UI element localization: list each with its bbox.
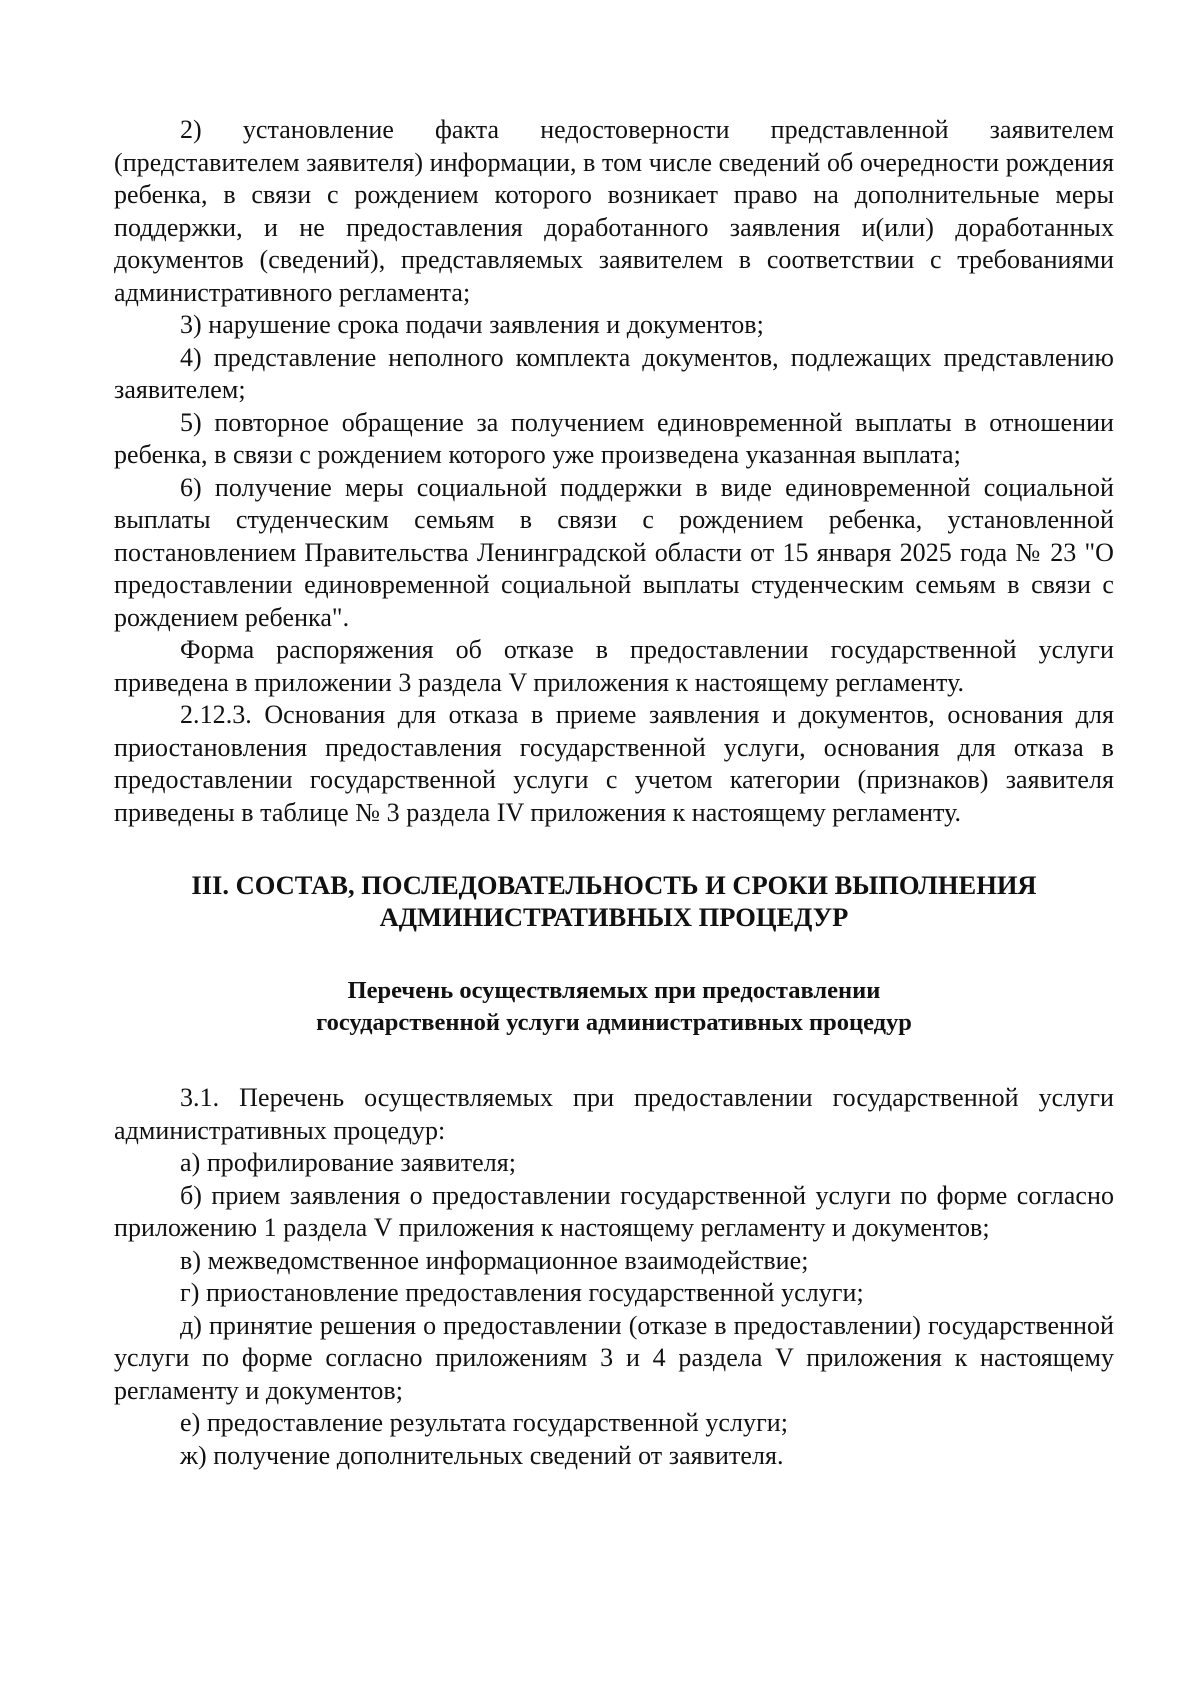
section-title-line-1: III. СОСТАВ, ПОСЛЕДОВАТЕЛЬНОСТЬ И СРОКИ ВЫПОЛНЕНИЯ [191,870,1037,900]
paragraph-item-2: 2) установление факта недостоверности представленной заявителем (представителем заявителя) информации, в том числе сведений об очередности рождения ребенка, в связи с рождением которого возникает право на дополнительные меры поддержки, и не предоставления доработанного заявления и(или) доработанных документов (сведений), представляемых заявителем в соответствии с требованиями административного регламента; [114,115,1114,307]
list-item-g: г) приостановление предоставления государственной услуги; [180,1278,864,1307]
paragraph-2-12-3: 2.12.3. Основания для отказа в приеме заявления и документов, основания для приостановления предоставления государственной услуги, основания для отказа в предоставлении государственной услуги с учетом категории (признаков) заявителя приведены в таблице № 3 раздела IV приложения к настоящему регламенту. [114,700,1114,827]
paragraph-3-1: 3.1. Перечень осуществляемых при предоставлении государственной услуги административных процедур: [114,1083,1114,1145]
subsection-title-line-1: Перечень осуществляемых при предоставлении [347,977,881,1004]
procedures-list [114,1082,1114,1472]
subsection-title-line-2: государственной услуги административных процедур [316,1009,912,1036]
list-item-b: б) прием заявления о предоставлении государственной услуги по форме согласно приложению 1 раздела V приложения к настоящему регламенту и документов; [114,1180,1114,1242]
subsection-title [114,975,1114,1039]
document-body [114,114,1114,1472]
list-item-zh: ж) получение дополнительных сведений от заявителя. [180,1440,784,1470]
list-item-a: а) профилирование заявителя; [180,1148,517,1177]
paragraph-item-5: 5) повторное обращение за получением единовременной выплаты в отношении ребенка, в связи с рождением которого уже произведена указанная выплата; [114,407,1114,469]
paragraph-item-3: 3) нарушение срока подачи заявления и документов; [180,310,764,339]
paragraph-item-6: 6) получение меры социальной поддержки в виде единовременной социальной выплаты студенческим семьям в связи с рождением ребенка, установленной постановлением Правительства Ленинградской области от 15 января 2025 года № 23 "О предоставлении единовременной социальной выплаты студенческим семьям в связи с рождением ребенка". [114,472,1114,632]
list-item-v: в) межведомственное информационное взаимодействие; [180,1245,809,1275]
section-title [114,869,1114,933]
paragraph-refusal-form: Форма распоряжения об отказе в предоставлении государственной услуги приведена в приложении 3 раздела V приложения к настоящему регламенту. [114,635,1114,697]
list-item-e: е) предоставление результата государственной услуги; [180,1408,789,1437]
paragraph-item-4: 4) представление неполного комплекта документов, подлежащих представлению заявителем; [114,342,1114,404]
list-item-d: д) принятие решения о предоставлении (отказе в предоставлении) государственной услуги по форме согласно приложениям 3 и 4 раздела V приложения к настоящему регламенту и документов; [114,1310,1114,1405]
section-title-line-2: АДМИНИСТРАТИВНЫХ ПРОЦЕДУР [379,902,849,932]
